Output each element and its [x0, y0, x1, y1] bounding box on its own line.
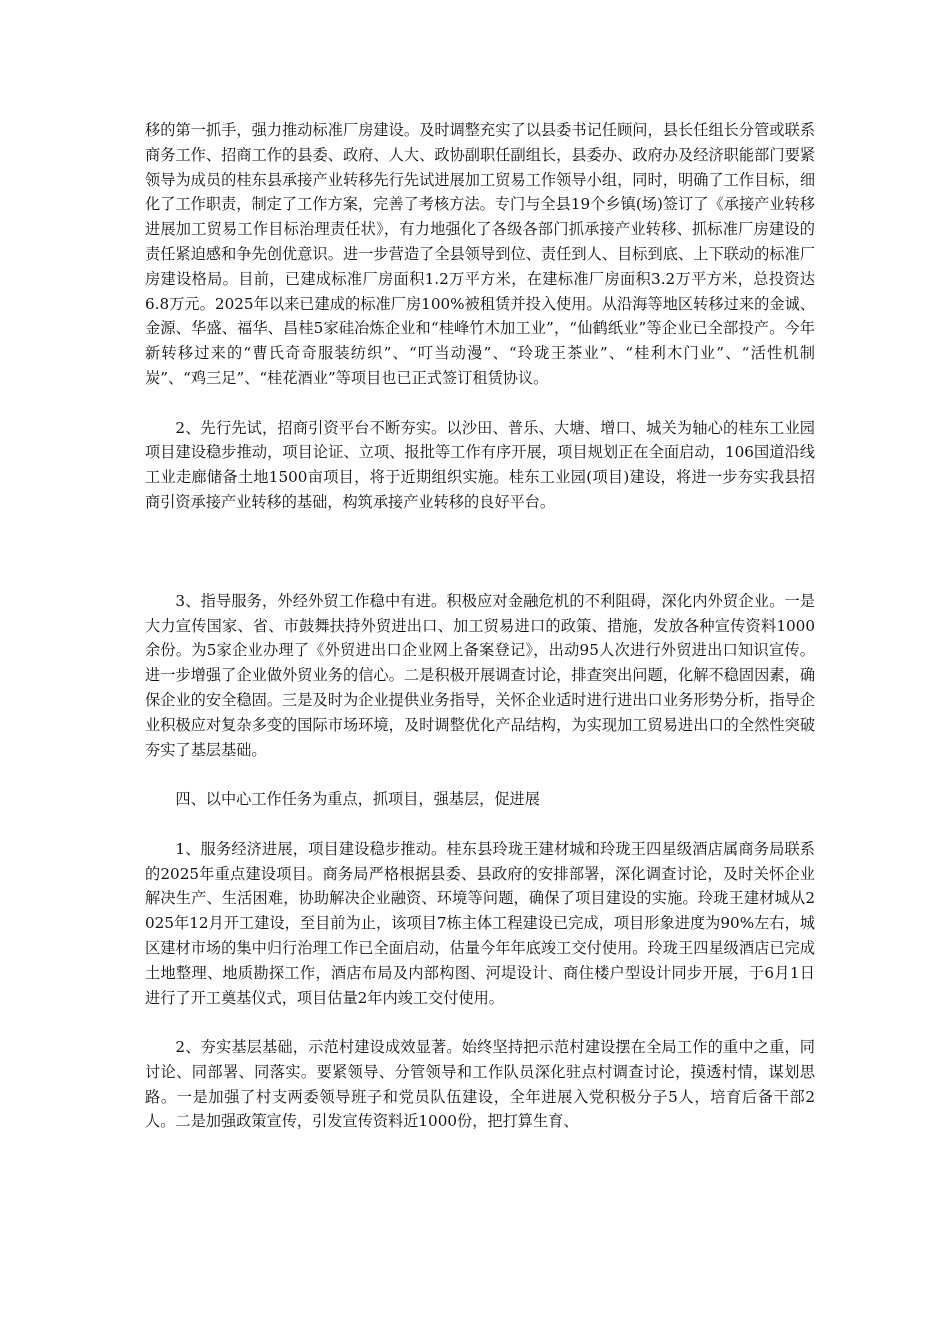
paragraph-gap — [145, 1010, 815, 1035]
paragraph-model-village: 2、夯实基层基础，示范村建设成效显著。始终坚持把示范村建设摆在全局工作的重中之重，同讨论、同部署、同落实。要紧领导、分管领导和工作队员深化驻点村调查讨论，摸透村情，谋划思路。一是加强了村支两委领导班子和党员队伍建设，全年进展入党积极分子5人，培育后备干部2人。二是加强政策宣传，引发宣传资料近1000份，把打算生育、 — [145, 1038, 815, 1131]
paragraph-foreign-trade: 3、指导服务，外经外贸工作稳中有进。积极应对金融危机的不利阻碍，深化内外贸企业。一是大力宣传国家、省、市鼓舞扶持外贸进出口、加工贸易进口的政策、措施，发放各种宣传资料1000余份。为5家企业办理了《外贸进出口企业网上备案登记》，出动95人次进行外贸进出口知识宣传。进一步增强了企业做外贸业务的信心。二是积极开展调查讨论，排查突出问题，化解不稳固因素，确保企业的安全稳固。三是及时为企业提供业务指导，关怀企业适时进行进出口业务形势分析，指导企业积极应对复杂多变的国际市场环境，及时调整优化产品结构，为实现加工贸易进出口的全然性突破夯实了基层基础。 — [145, 591, 815, 759]
paragraph-standard-factory: 移的第一抓手，强力推动标准厂房建设。及时调整充实了以县委书记任顾问，县长任组长分管或联系商务工作、招商工作的县委、政府、人大、政协副职任副组长，县委办、政府办及经济职能部门要紧领导为成员的桂东县承接产业转移先行先试进展加工贸易工作领导小组，同时，明确了工作目标，细化了工作职责，制定了工作方案，完善了考核方法。专门与全县19个乡镇(场)签订了《承接产业转移进展加工贸易工作目标治理责任状》，有力地强化了各级各部门抓承接产业转移、抓标准厂房建设的责任紧迫感和争先创优意识。进一步营造了全县领导到位、责任到人、目标到底、上下联动的标准厂房建设格局。目前，已建成标准厂房面积1.2万平方米，在建标准厂房面积3.2万平方米，总投资达6.8万元。2025年以来已建成的标准厂房100%被租赁并投入使用。从沿海等地区转移过来的金诚、金源、华盛、福华、昌桂5家硅冶炼企业和“桂峰竹木加工业”，“仙鹤纸业”等企业已全部投产。今年新转移过来的“曹氏奇奇服装纺织”、“叮当动漫”、“玲珑王茶业”、“桂利木门业”、“活性机制炭”、“鸡三足”、“桂花酒业”等项目也已正式签订租赁协议。 — [145, 121, 815, 387]
paragraph-gap — [145, 762, 815, 787]
section-heading-four: 四、以中心工作任务为重点，抓项目，强基层，促进展 — [175, 790, 540, 809]
paragraph-gap — [145, 391, 815, 416]
paragraph-project-construction: 1、服务经济进展，项目建设稳步推动。桂东县玲珑王建材城和玲珑王四星级酒店属商务局联系的2025年重点建设项目。商务局严格根据县委、县政府的安排部署，深化调查讨论，及时关怀企业解决生产、生活困难，协助解决企业融资、环境等问题，确保了项目建设的实施。玲珑王建材城从2025年12月开工建设，至目前为止，该项目7栋主体工程建设已完成，项目形象进度为90%左右，城区建材市场的集中归行治理工作已全面启动，估量今年年底竣工交付使用。玲珑王四星级酒店已完成土地整理、地质勘探工作，酒店布局及内部构图、河堤设计、商住楼户型设计同步开展，于6月1日进行了开工奠基仪式，项目估量2年内竣工交付使用。 — [145, 839, 815, 1007]
paragraph-investment-platform: 2、先行先试，招商引资平台不断夯实。以沙田、普乐、大塘、增口、城关为轴心的桂东工业园项目建设稳步推动，项目论证、立项、报批等工作有序开展，项目规划正在全面启动，106国道沿线工业走廊储备土地1500亩项目，将于近期组织实施。桂东工业园(项目)建设，将进一步夯实我县招商引资承接产业转移的基础，构筑承接产业转移的良好平台。 — [145, 418, 815, 511]
document-page — [145, 118, 815, 1134]
paragraph-gap — [145, 812, 815, 837]
paragraph-gap-large — [145, 515, 815, 589]
